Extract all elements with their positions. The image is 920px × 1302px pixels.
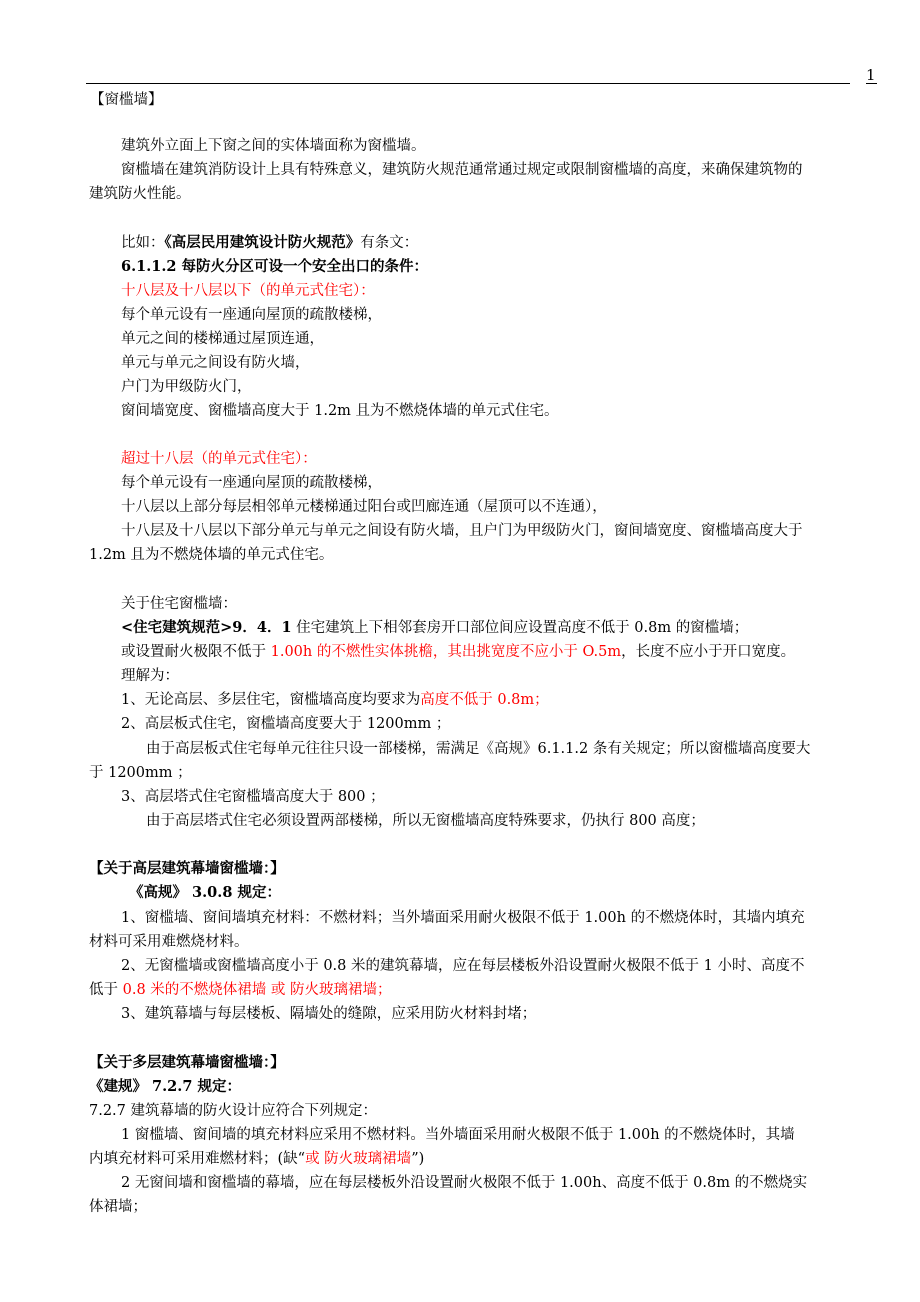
item2-highlight: 0.8 米的不燃烧体裙墙 或 防火玻璃裙墙； — [122, 982, 392, 998]
case-a-item: 单元之间的楼梯通过屋顶连通， — [121, 331, 324, 347]
multi-story-clause: 7.2.7 建筑幕墙的防火设计应符合下列规定： — [89, 1103, 378, 1119]
residential-item-2: 2、高层板式住宅，窗槛墙高度要大于 1200mm ； — [121, 716, 451, 732]
case-b-item: 十八层以上部分每层相邻单元楼梯通过阳台或凹廊连通（屋顶可以不连通）， — [121, 499, 607, 515]
clause-heading: 6.1.1.2 每防火分区可设一个安全出口的条件： — [121, 258, 429, 275]
definition-line: 建筑外立面上下窗之间的实体墙面称为窗槛墙。 — [121, 138, 426, 154]
high-rise-item-1: 1、窗槛墙、窗间墙填充材料：不燃材料；当外墙面采用耐火极限不低于 1.00h 的不燃烧体时，其墙内填充 — [121, 910, 805, 926]
case-b-heading: 超过十八层（的单元式住宅）： — [121, 451, 317, 467]
case-a-item: 户门为甲级防火门， — [121, 379, 252, 395]
high-rise-item-1: 材料可采用难燃烧材料。 — [89, 934, 249, 950]
high-rise-ref: 《高规》 3.0.8 规定： — [129, 884, 281, 901]
multi-story-item-2: 体裙墙； — [89, 1199, 147, 1215]
high-rise-section-title: 【关于高层建筑幕墙窗槛墙：】 — [89, 860, 285, 877]
residential-item-3: 3、高层塔式住宅窗槛墙高度大于 800 ； — [121, 789, 385, 805]
multi-story-section-title: 【关于多层建筑幕墙窗槛墙：】 — [89, 1054, 285, 1071]
multi-story-item-1 — [89, 1149, 424, 1169]
case-b-item: 每个单元设有一座通向屋顶的疏散楼梯， — [121, 475, 382, 491]
residential-heading: 关于住宅窗槛墙： — [121, 596, 237, 612]
code-title: 《高层民用建筑设计防火规范》 — [164, 234, 361, 251]
alt-post: ，长度不应小于开口宽度。 — [621, 644, 796, 660]
example-intro — [121, 233, 418, 253]
high-rise-item-2 — [89, 980, 392, 1000]
case-a-item: 窗间墙宽度、窗槛墙高度大于 1.2m 且为不燃烧体墙的单元式住宅。 — [121, 403, 559, 419]
case-a-item: 每个单元设有一座通向屋顶的疏散楼梯， — [121, 307, 382, 323]
m-item1-pre: 内填充材料可采用难燃材料；(缺“ — [89, 1151, 306, 1167]
high-rise-item-3: 3、建筑幕墙与每层楼板、隔墙处的缝隙，应采用防火材料封堵； — [121, 1006, 537, 1022]
residential-code-line — [121, 618, 748, 638]
case-b-item: 1.2m 且为不燃烧体墙的单元式住宅。 — [89, 547, 334, 563]
residential-code-ref: <住宅建筑规范>9．4．1 — [121, 619, 292, 636]
case-a-item: 单元与单元之间设有防火墙， — [121, 355, 310, 371]
residential-item-2-reason: 于 1200mm ； — [89, 765, 192, 781]
residential-item-3-reason: 由于高层塔式住宅必须设置两部楼梯，所以无窗槛墙高度特殊要求，仍执行 800 高度； — [146, 813, 705, 829]
alt-highlight: 1.00h 的不燃性实体挑檐，其出挑宽度不应小于 O.5m — [270, 644, 622, 660]
item1-highlight: 高度不低于 0.8m； — [420, 692, 549, 708]
multi-story-ref: 《建规》 7.2.7 规定： — [89, 1078, 241, 1095]
section-title-window-sill-wall: 【窗槛墙】 — [90, 92, 163, 108]
understand-label: 理解为： — [121, 668, 179, 684]
item2-pre: 低于 — [89, 982, 123, 998]
paragraph-line: 建筑防火性能。 — [89, 186, 191, 202]
case-a-heading: 十八层及十八层以下（的单元式住宅）： — [121, 283, 375, 299]
item1-pre: 1、无论高层、多层住宅，窗槛墙高度均要求为 — [121, 692, 421, 708]
paragraph-line: 窗槛墙在建筑消防设计上具有特殊意义，建筑防火规范通常通过规定或限制窗槛墙的高度，来确保建筑物的 — [121, 162, 803, 178]
example-intro-post: 有条文： — [360, 235, 419, 251]
case-b-item: 十八层及十八层以下部分单元与单元之间设有防火墙，且户门为甲级防火门，窗间墙宽度、窗槛墙高度大于 — [121, 523, 803, 539]
multi-story-item-2: 2 无窗间墙和窗槛墙的幕墙，应在每层楼板外沿设置耐火极限不低于 1.00h、高度不低于 0.8m 的不燃烧实 — [121, 1175, 808, 1191]
alt-pre: 或设置耐火极限不低于 — [121, 644, 271, 660]
m-item1-highlight: 或 防火玻璃裙墙 — [305, 1151, 412, 1167]
m-item1-post: ”) — [411, 1151, 425, 1167]
residential-item-1 — [121, 690, 549, 710]
high-rise-item-2: 2、无窗槛墙或窗槛墙高度小于 0.8 米的建筑幕墙，应在每层楼板外沿设置耐火极限不低于 1 小时、高度不 — [121, 958, 805, 974]
residential-item-2-reason: 由于高层板式住宅每单元往往只设一部楼梯，需满足《高规》6.1.1.2 条有关规定；所以窗槛墙高度要大 — [146, 741, 811, 757]
page-number: 1 — [866, 66, 876, 84]
example-intro-pre: 比如： — [121, 235, 165, 251]
residential-alt-line — [121, 642, 795, 662]
residential-code-text: 住宅建筑上下相邻套房开口部位间应设置高度不低于 0.8m 的窗槛墙； — [291, 620, 749, 636]
multi-story-item-1: 1 窗槛墙、窗间墙的填充材料应采用不燃材料。当外墙面采用耐火极限不低于 1.00h 的不燃烧体时，其墙 — [121, 1127, 795, 1143]
page-number-underline — [866, 83, 877, 84]
header-rule — [86, 83, 850, 84]
